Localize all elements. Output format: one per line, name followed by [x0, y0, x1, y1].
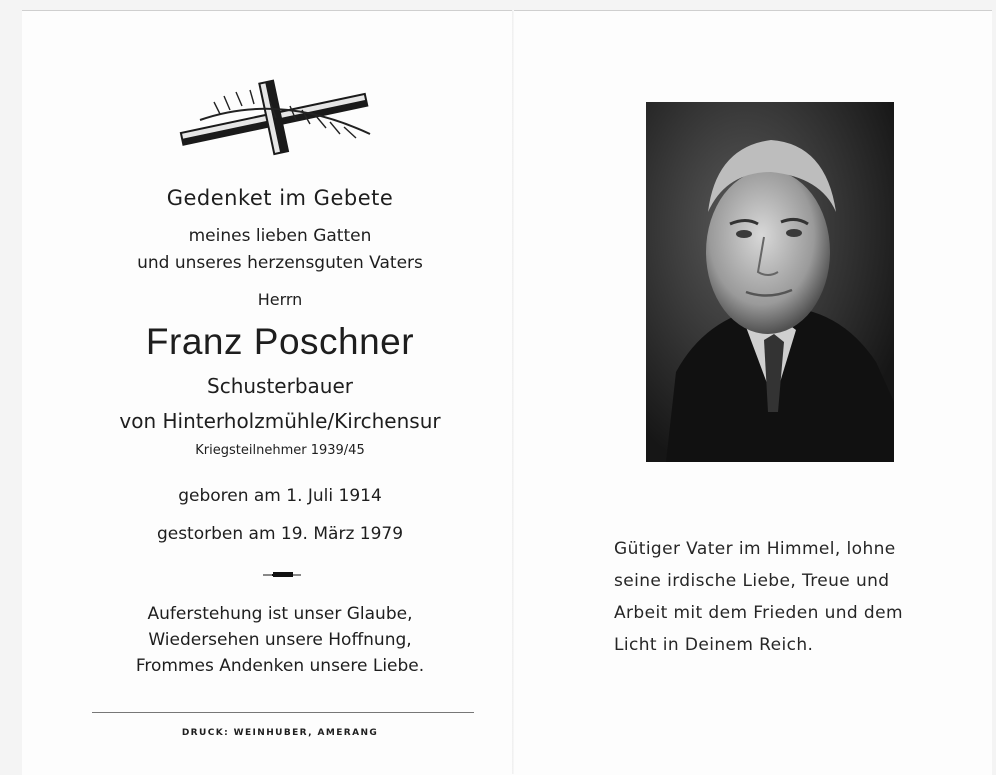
occupation: Schusterbauer [207, 374, 353, 398]
printer-credit: DRUCK: WEINHUBER, AMERANG [181, 728, 379, 738]
heading: Gedenket im Gebete [166, 186, 394, 210]
quote-line: Auferstehung ist unser Glaube, [147, 604, 413, 624]
origin: von Hinterholzmühle/Kirchensur [119, 409, 441, 433]
death-date: gestorben am 19. März 1979 [156, 524, 404, 544]
birth-date: geboren am 1. Juli 1914 [178, 486, 382, 506]
verse-line: Gütiger Vater im Himmel, lohne [614, 539, 896, 559]
service-note: Kriegsteilnehmer 1939/45 [195, 443, 365, 458]
verse-line: Arbeit mit dem Frieden und dem [614, 603, 903, 623]
dedication-line-2: und unseres herzensguten Vaters [137, 253, 423, 273]
quote-line: Wiedersehen unsere Hoffnung, [148, 630, 412, 650]
verse-block [614, 533, 954, 661]
verse-line: Licht in Deinem Reich. [614, 635, 814, 655]
footer-rule [92, 712, 474, 713]
salutation: Herrn [257, 290, 303, 309]
deceased-name: Franz Poschner [145, 321, 415, 362]
portrait-photo [646, 102, 894, 462]
ornament-dash [273, 572, 293, 577]
verse-line: seine irdische Liebe, Treue und [614, 571, 890, 591]
quote-line: Frommes Andenken unsere Liebe. [135, 656, 425, 676]
cross-with-palm-branch-icon [170, 72, 380, 157]
dedication-line-1: meines lieben Gatten [188, 226, 372, 246]
